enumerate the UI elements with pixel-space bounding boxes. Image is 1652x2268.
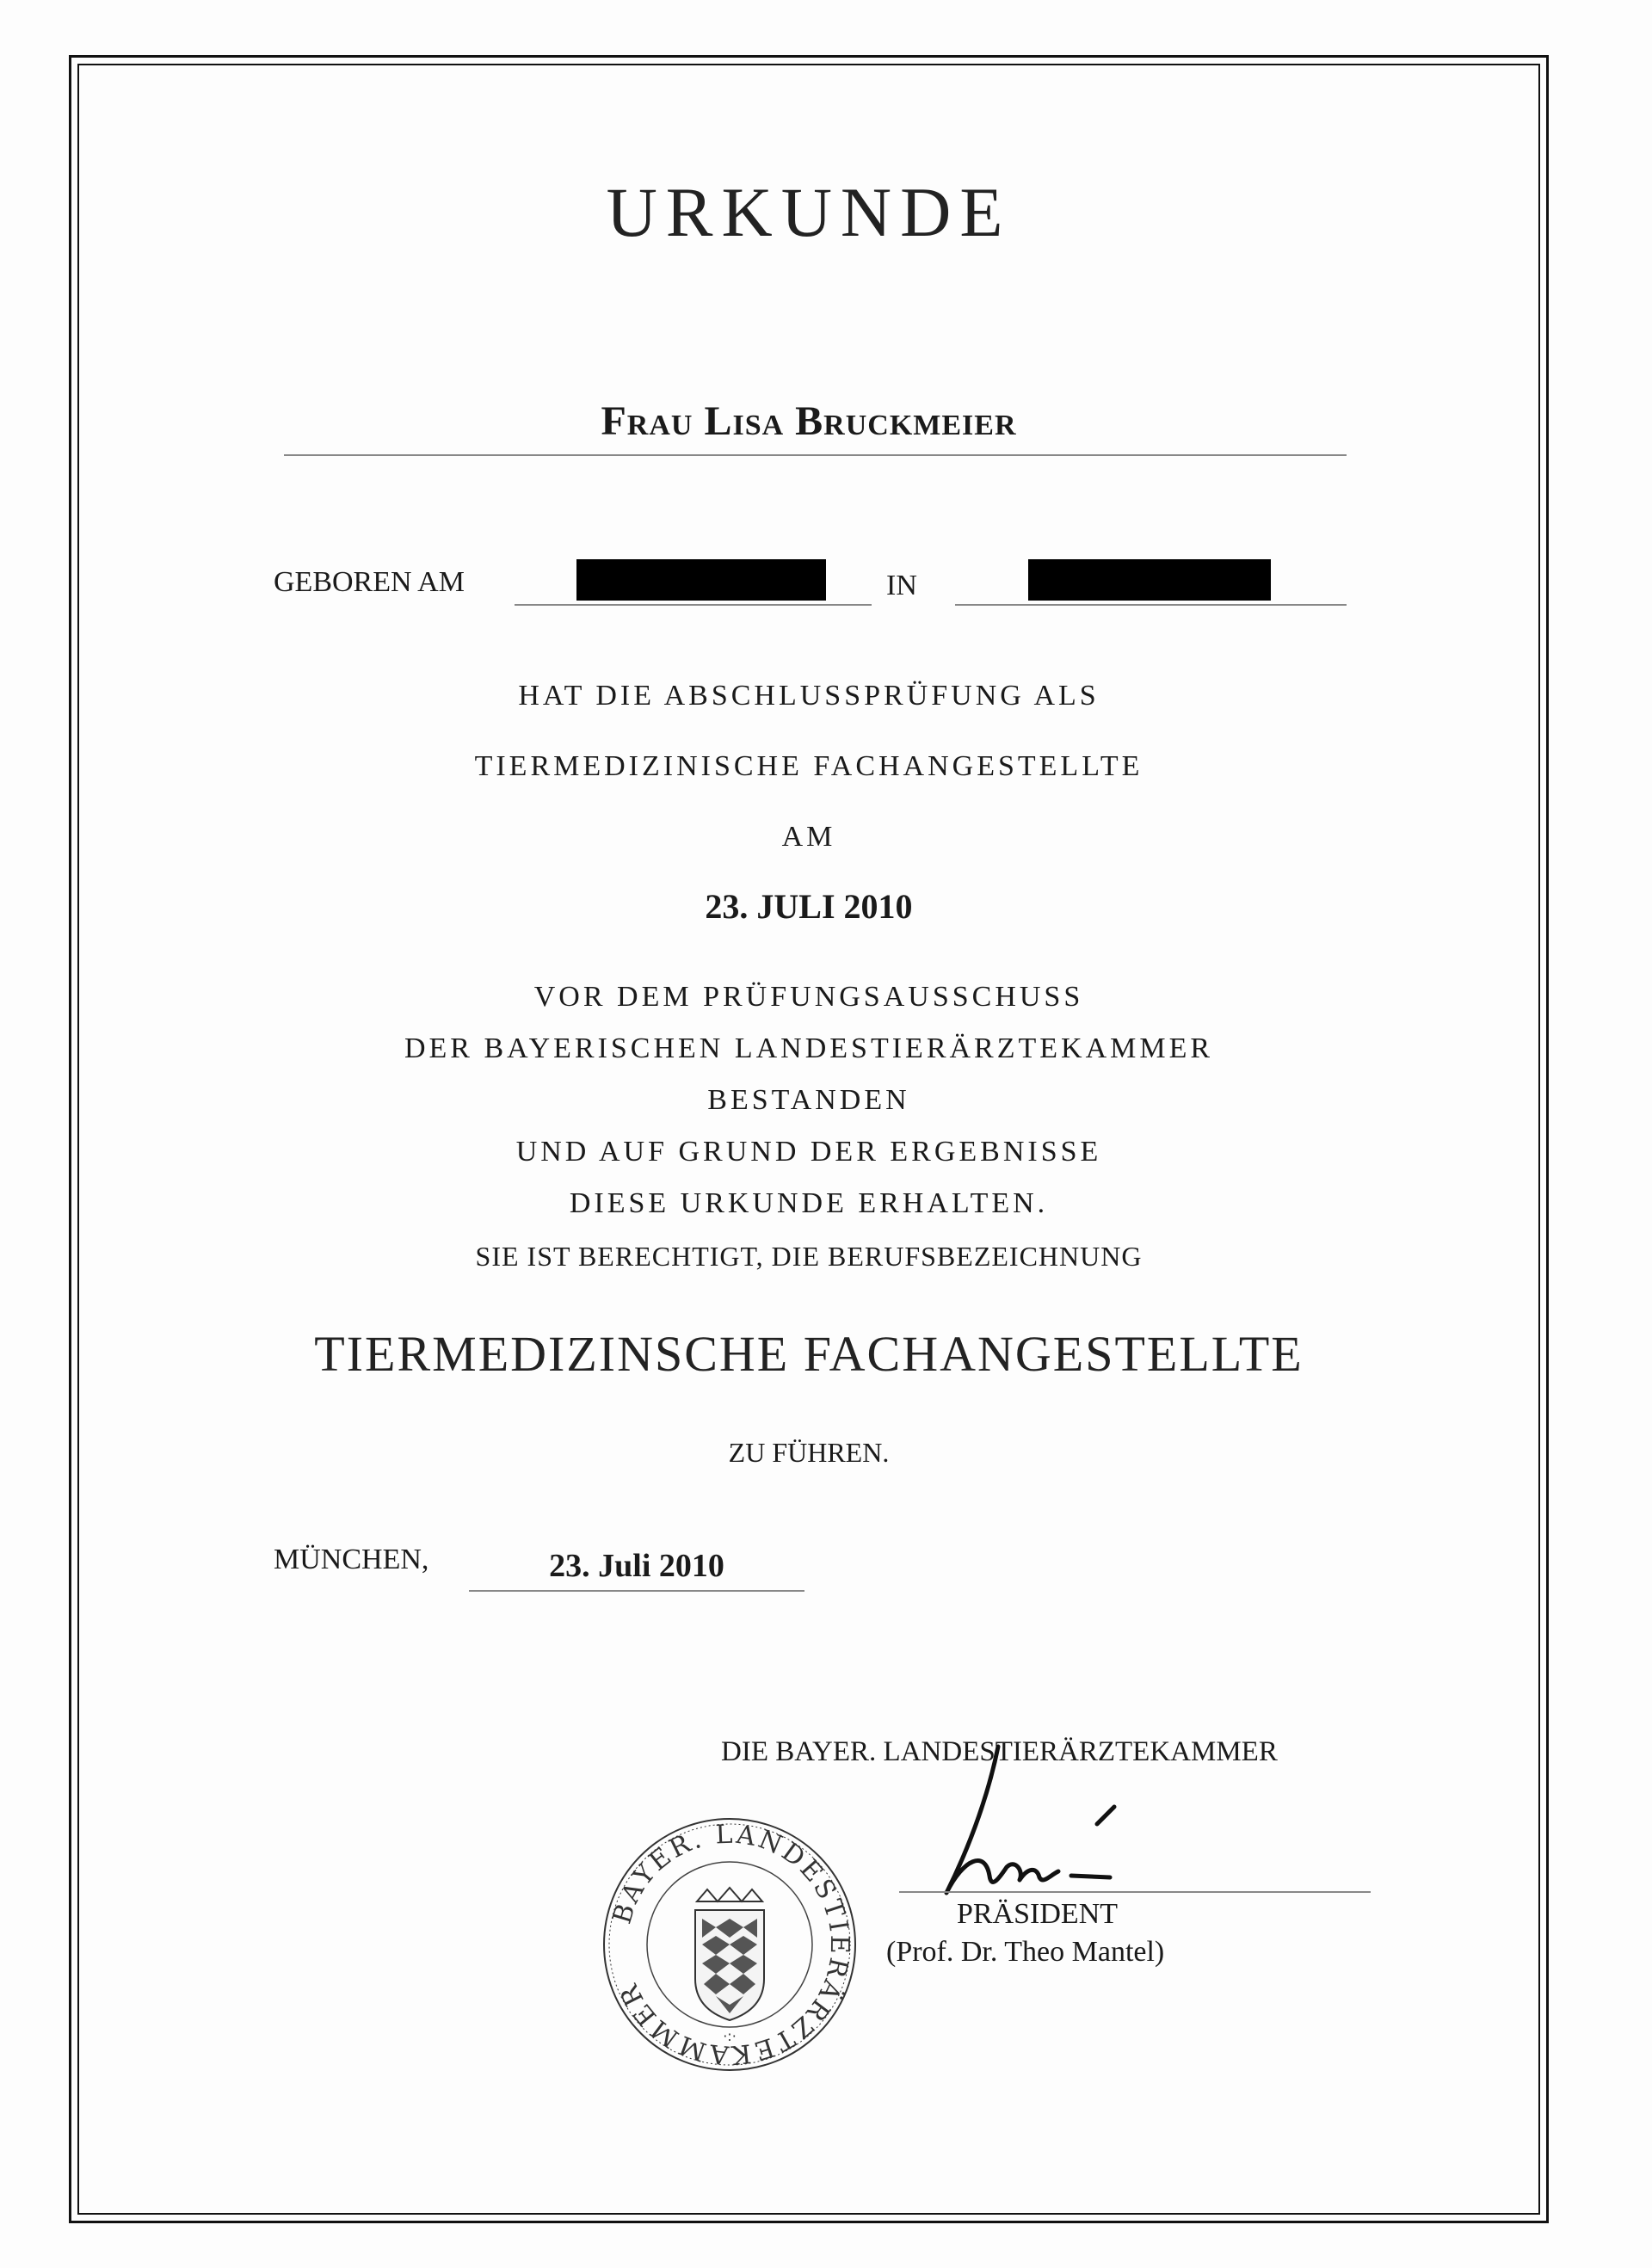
am-line: AM <box>781 821 836 853</box>
recipient-name: Frau Lisa Bruckmeier <box>601 398 1017 444</box>
president-signature <box>938 1729 1162 1910</box>
signer-role: PRÄSIDENT <box>957 1898 1119 1930</box>
redacted-birthdate <box>576 559 826 601</box>
official-seal <box>601 1815 859 2074</box>
coat-of-arms <box>695 1888 764 2020</box>
birthdate-underline <box>515 604 872 606</box>
body-line: SIE IST BERECHTIGT, DIE BERUFSBEZEICHNUNG <box>475 1241 1143 1272</box>
born-label: GEBOREN AM <box>274 566 465 598</box>
body-line: VOR DEM PRÜFUNGSAUSSCHUSS <box>533 981 1084 1013</box>
signature-line <box>899 1891 1371 1893</box>
place-date-underline <box>469 1590 804 1592</box>
granted-title: TIERMEDIZINSCHE FACHANGESTELLTE <box>314 1326 1304 1382</box>
body-line: UND AUF GRUND DER ERGEBNISSE <box>515 1136 1102 1168</box>
issuer-name: DIE BAYER. LANDESTIERÄRZTEKAMMER <box>721 1736 1278 1767</box>
birthplace-underline <box>955 604 1347 606</box>
exam-date: 23. JULI 2010 <box>705 887 913 926</box>
body-line: DIESE URKUNDE ERHALTEN. <box>569 1187 1049 1219</box>
svg-text:·:·: ·:· <box>723 2028 737 2044</box>
closing-line: ZU FÜHREN. <box>728 1437 890 1468</box>
place-date: 23. Juli 2010 <box>549 1548 724 1584</box>
redacted-birthplace <box>1028 559 1271 601</box>
signer-name: (Prof. Dr. Theo Mantel) <box>886 1936 1165 1968</box>
name-underline <box>284 454 1347 456</box>
profession-line: TIERMEDIZINISCHE FACHANGESTELLTE <box>474 750 1143 782</box>
body-line: DER BAYERISCHEN LANDESTIERÄRZTEKAMMER <box>404 1032 1214 1064</box>
exam-line: HAT DIE ABSCHLUSSPRÜFUNG ALS <box>518 680 1100 712</box>
place-label: MÜNCHEN, <box>274 1544 429 1575</box>
document-title: URKUNDE <box>606 173 1012 251</box>
birthplace-label: IN <box>886 570 917 601</box>
body-line: BESTANDEN <box>707 1084 910 1116</box>
seal-text: BAYER. LANDESTIERÄRZTEKAMMER <box>607 1819 855 2070</box>
